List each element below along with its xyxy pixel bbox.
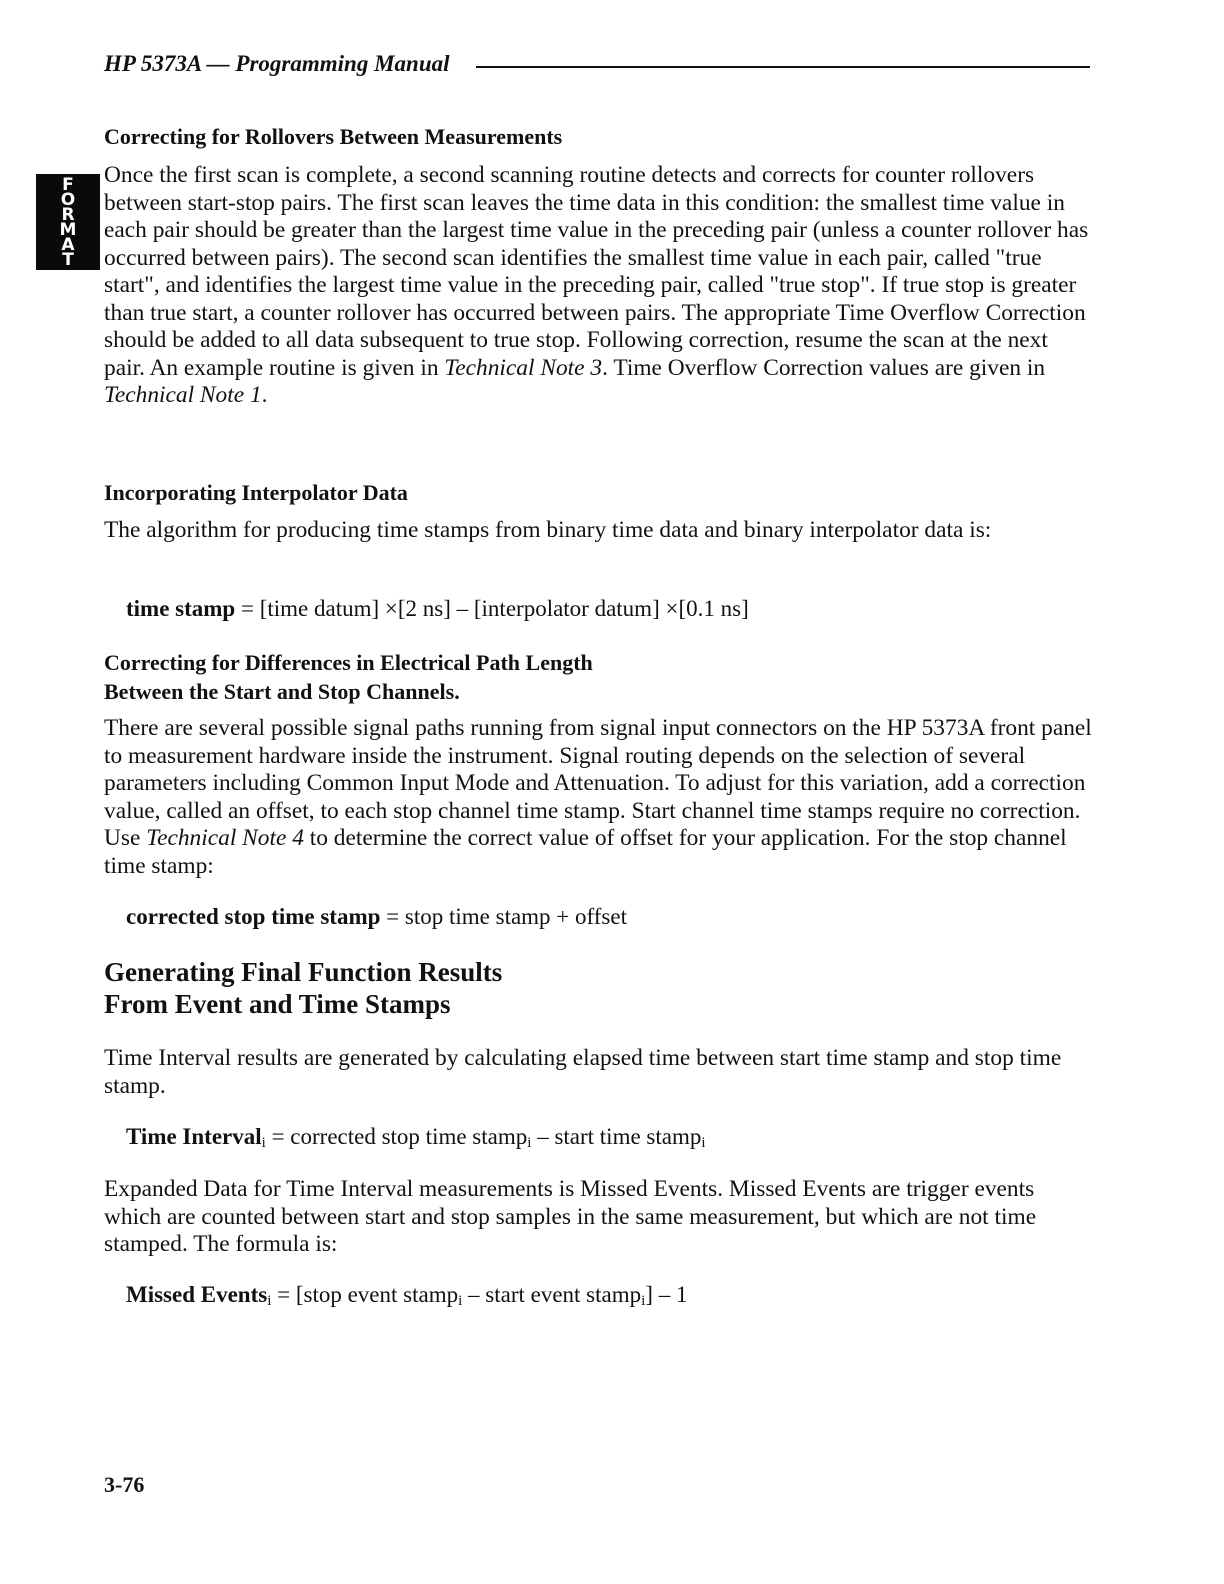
- text: . Time Overflow Correction values are given in: [602, 354, 1046, 381]
- page-number: 3-76: [104, 1472, 145, 1497]
- section-heading-interpolator: Incorporating Interpolator Data: [104, 480, 408, 505]
- text: .: [261, 382, 268, 408]
- section-heading-path-length: [104, 648, 593, 706]
- formula-corrected-stop: [126, 904, 627, 930]
- formula-lhs: time stamp: [126, 596, 236, 621]
- formula-lhs: Time Interval: [126, 1124, 262, 1149]
- heading-line: From Event and Time Stamps: [104, 989, 451, 1019]
- page-header: [104, 46, 1090, 82]
- tab-letter: A: [61, 235, 75, 255]
- chapter-tab-number: 5B: [54, 280, 82, 301]
- subscript: i: [261, 1135, 266, 1151]
- tab-letter: R: [61, 205, 75, 225]
- paragraph-path-length: [104, 715, 1094, 880]
- paragraph-rollovers: [104, 162, 1094, 410]
- formula-lhs: corrected stop time stamp: [126, 904, 381, 929]
- tab-letter: F: [62, 175, 74, 195]
- heading-line: Correcting for Differences in Electrical Path Length: [104, 650, 593, 675]
- text: ] – 1: [645, 1282, 688, 1307]
- manual-title: HP 5373A — Programming Manual: [104, 51, 450, 76]
- heading-line: Between the Start and Stop Channels.: [104, 679, 460, 704]
- technical-note-1-reference: Technical Note 1: [104, 382, 262, 408]
- technical-note-4-reference: Technical Note 4: [146, 825, 304, 851]
- subscript: i: [458, 1293, 463, 1309]
- text: There are several possible signal paths running from signal input connectors on the HP 5373A front panel to measurement hardware inside the instrument. Signal routing depends on the selection of several parameters including Common Input Mode and Attenuation. To adjust for this variation, add a correction value, called an offset, to each stop channel time stamp. Start channel time stamps require no correction. Use: [104, 715, 1092, 851]
- subscript: i: [527, 1135, 532, 1151]
- formula-missed-events: [126, 1282, 687, 1308]
- chapter-tab: [36, 174, 100, 301]
- subscript: i: [641, 1293, 646, 1309]
- text: = [stop event stamp: [271, 1282, 459, 1307]
- heading-line: Generating Final Function Results: [104, 957, 503, 987]
- formula-rhs: = stop time stamp + offset: [380, 904, 627, 929]
- paragraph-interpolator: The algorithm for producing time stamps from binary time data and binary interpolator data is:: [104, 517, 992, 543]
- formula-time-stamp: [126, 596, 749, 622]
- chapter-tab-letters: [59, 175, 77, 270]
- paragraph-missed-events: Expanded Data for Time Interval measurements is Missed Events. Missed Events are trigger events which are counted between start and stop samples in the same measurement, but which are not time stamped. The formula is:: [104, 1176, 1037, 1257]
- formula-rhs: = [time datum] ×[2 ns] – [interpolator datum] ×[0.1 ns]: [235, 596, 749, 621]
- subscript: i: [701, 1135, 706, 1151]
- formula-time-interval: [126, 1124, 706, 1150]
- tab-letter: T: [62, 250, 74, 270]
- tab-letter: M: [59, 220, 77, 240]
- section-heading-rollovers: Correcting for Rollovers Between Measurements: [104, 124, 563, 149]
- text: – start time stamp: [531, 1124, 702, 1149]
- subscript: i: [267, 1293, 272, 1309]
- formula-lhs: Missed Events: [126, 1282, 268, 1307]
- technical-note-3-reference: Technical Note 3: [444, 354, 603, 381]
- paragraph-time-interval: Time Interval results are generated by calculating elapsed time between start time stamp and stop time stamp.: [104, 1045, 1062, 1099]
- text: to determine the correct value of offset for your application. For the stop channel time stamp:: [104, 825, 1067, 879]
- text: – start event stamp: [462, 1282, 642, 1307]
- section-heading-final-results: [104, 956, 502, 1020]
- text: = corrected stop time stamp: [265, 1124, 528, 1149]
- tab-letter: O: [60, 190, 76, 210]
- header-rule: [476, 66, 1091, 68]
- text: Once the first scan is complete, a second scanning routine detects and corrects for counter rollovers between start-stop pairs. The first scan leaves the time data in this condition: the smallest time value in each pair should be greater than the largest time value in the preceding pair (unless a counter rollover has occurred between pairs). The second scan identifies the smallest time value in each pair, called "true start", and identifies the largest time value in the preceding pair, called "true stop". If true stop is greater than true start, a counter rollover has occurred between pairs. The appropriate Time Overflow Correction should be added to all data subsequent to true stop. Following correction, resume the scan at the next pair. An example routine is given in: [104, 162, 1089, 381]
